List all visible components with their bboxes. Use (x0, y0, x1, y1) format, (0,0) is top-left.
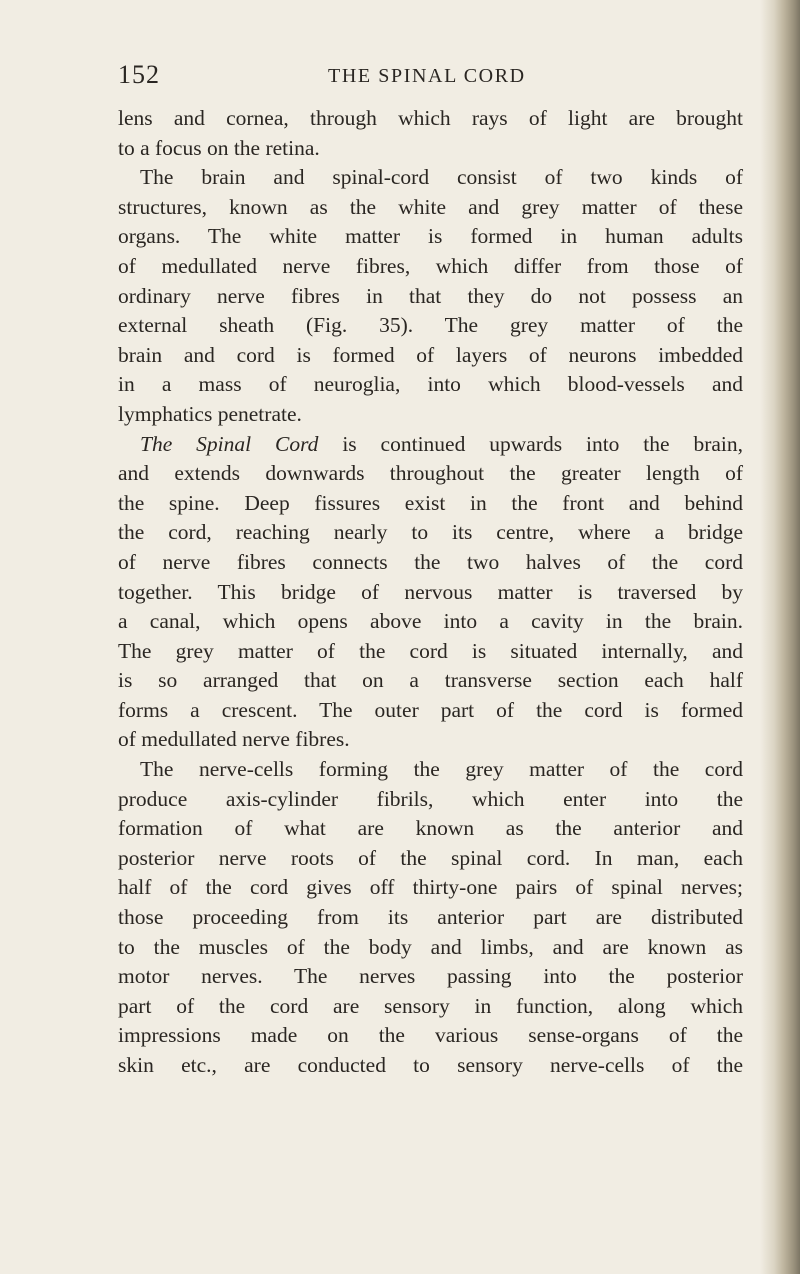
text-line: lens and cornea, through which rays of light are brought (118, 106, 743, 130)
text-line: impressions made on the various sense-organs of the (118, 1023, 743, 1048)
text-line: skin etc., are conducted to sensory nerve-cells of the (118, 1053, 743, 1077)
text-line: a canal, which opens above into a cavity in the brain. (118, 609, 743, 634)
text-line: in a mass of neuroglia, into which blood-vessels and (118, 372, 743, 397)
text-line: those proceeding from its anterior part are distributed (118, 905, 743, 930)
page-binding-edge (760, 0, 800, 1274)
text-line: the cord, reaching nearly to its centre, where a bridge (118, 520, 743, 545)
text-line: the spine. Deep fissures exist in the front and behind (118, 490, 743, 515)
text-line: The nerve-cells forming the grey matter of the cord (140, 757, 743, 782)
text-line: is so arranged that on a transverse section each half (118, 668, 743, 693)
text-line: motor nerves. The nerves passing into the posterior (118, 964, 743, 989)
text-line-rest: is continued upwards into the brain, (342, 431, 744, 456)
text-line: brain and cord is formed of layers of neurons imbedded (118, 342, 743, 367)
text-line: half of the cord gives off thirty-one pairs of spinal nerves; (118, 875, 743, 900)
text-line: to a focus on the retina. (118, 135, 320, 160)
section-heading-inline: The Spinal Cord (140, 431, 319, 456)
text-line: external sheath (Fig. 35). The grey matter of the (118, 313, 743, 338)
text-line: of medullated nerve fibres, which differ from those of (118, 253, 743, 278)
running-head: THE SPINAL CORD (328, 65, 526, 87)
text-line: and extends downwards throughout the greater length of (118, 461, 743, 486)
text-line: posterior nerve roots of the spinal cord. In man, each (118, 845, 743, 870)
text-line: lymphatics penetrate. (118, 401, 302, 426)
text-line: part of the cord are sensory in function, along which (118, 993, 743, 1018)
text-line: ordinary nerve fibres in that they do not possess an (118, 283, 743, 308)
text-line: of nerve fibres connects the two halves of the cord (118, 549, 743, 574)
page-number: 152 (118, 60, 160, 89)
text-line: to the muscles of the body and limbs, and are known as (118, 934, 743, 959)
page-header (118, 60, 778, 96)
text-line: formation of what are known as the anterior and (118, 816, 743, 841)
text-line: structures, known as the white and grey matter of these (118, 194, 743, 219)
text-line (118, 430, 743, 460)
text-line: of medullated nerve fibres. (118, 727, 350, 752)
text-line: produce axis-cylinder fibrils, which enter into the (118, 786, 743, 811)
text-line: organs. The white matter is formed in human adults (118, 224, 743, 249)
text-line: forms a crescent. The outer part of the cord is formed (118, 697, 743, 722)
text-line: The brain and spinal-cord consist of two kinds of (140, 165, 743, 190)
body-text (118, 104, 743, 1081)
text-line: together. This bridge of nervous matter is traversed by (118, 579, 743, 604)
text-line: The grey matter of the cord is situated internally, and (118, 638, 743, 663)
